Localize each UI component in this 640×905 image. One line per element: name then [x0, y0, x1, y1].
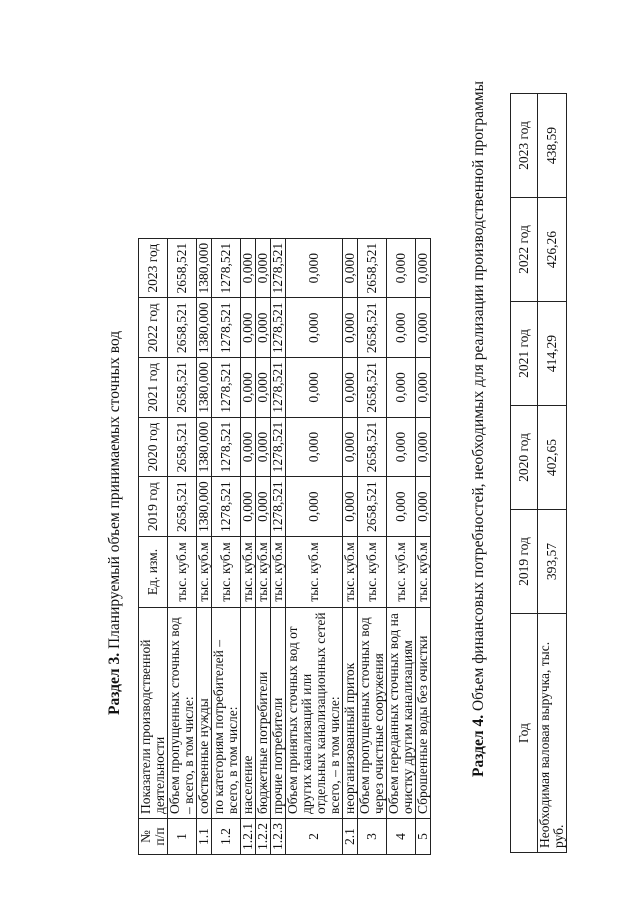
value-cell: 0,000 [256, 238, 271, 298]
value-cell: 2658,521 [358, 238, 387, 298]
table-row [168, 238, 197, 854]
value-cell: 2658,521 [358, 298, 387, 358]
header-cell: № п/п [139, 819, 168, 855]
table-row [256, 238, 271, 854]
value-cell: 1278,521 [212, 358, 241, 418]
row-label-cell: Необходимая валовая выручка, тыс. руб. [538, 614, 567, 853]
value-cell: 0,000 [241, 417, 256, 477]
section-3-title: Планируемый объем принимаемых сточных вод [106, 330, 123, 650]
value-cell: 0,000 [343, 238, 358, 298]
table-row [212, 238, 241, 854]
value-cell: 0,000 [286, 358, 343, 418]
section-3-heading [106, 331, 124, 715]
value-cell: 0,000 [241, 298, 256, 358]
value-cell: 0,000 [416, 477, 431, 537]
unit-cell: тыс. куб.м [197, 537, 212, 608]
header-cell: 2023 год [511, 94, 538, 198]
row-number-cell: 1 [168, 819, 197, 855]
header-cell: 2020 год [139, 417, 168, 477]
indicator-name-cell: бюджетные потребители [256, 608, 271, 819]
section-4-title: Объем финансовых потребностей, необходимых для реализации производственной программы [470, 80, 487, 712]
row-number-cell: 1.2 [212, 819, 241, 855]
table-row [538, 94, 567, 853]
value-cell: 0,000 [256, 477, 271, 537]
indicator-name-cell: прочие потребители [271, 608, 286, 819]
value-cell: 1278,521 [271, 358, 286, 418]
value-cell: 1278,521 [212, 298, 241, 358]
value-cell: 0,000 [286, 238, 343, 298]
value-cell: 414,29 [538, 302, 567, 406]
value-cell: 1380,000 [197, 417, 212, 477]
unit-cell: тыс. куб.м [271, 537, 286, 608]
value-cell: 2658,521 [168, 238, 197, 298]
value-cell: 2658,521 [358, 358, 387, 418]
value-cell: 438,59 [538, 94, 567, 198]
value-cell: 2658,521 [358, 417, 387, 477]
value-cell: 1278,521 [212, 477, 241, 537]
wastewater-volume-table [138, 238, 431, 855]
value-cell: 0,000 [416, 417, 431, 477]
value-cell: 426,26 [538, 198, 567, 302]
value-cell: 0,000 [241, 358, 256, 418]
unit-cell: тыс. куб.м [256, 537, 271, 608]
value-cell: 2658,521 [168, 477, 197, 537]
value-cell: 0,000 [387, 358, 416, 418]
value-cell: 0,000 [343, 417, 358, 477]
value-cell: 1278,521 [271, 477, 286, 537]
unit-cell: тыс. куб.м [286, 537, 343, 608]
table-row [271, 238, 286, 854]
table-row [416, 238, 431, 854]
table-row [286, 238, 343, 854]
indicator-name-cell: Объем принятых сточных вод от других канализаций или отдельных канализационных сетей всего, – в том числе: [286, 608, 343, 819]
header-cell: 2020 год [511, 406, 538, 510]
value-cell: 1278,521 [212, 417, 241, 477]
header-cell: 2022 год [139, 298, 168, 358]
financial-needs-table [510, 93, 567, 853]
value-cell: 2658,521 [168, 417, 197, 477]
unit-cell: тыс. куб.м [416, 537, 431, 608]
table-row [241, 238, 256, 854]
table-header-row [511, 94, 538, 853]
unit-cell: тыс. куб.м [168, 537, 197, 608]
value-cell: 1380,000 [197, 298, 212, 358]
value-cell: 1278,521 [271, 298, 286, 358]
table-row [358, 238, 387, 854]
indicator-name-cell: Объем переданных сточных вод на очистку другим канализациям [387, 608, 416, 819]
value-cell: 0,000 [416, 358, 431, 418]
row-number-cell: 1.2.1 [241, 819, 256, 855]
value-cell: 402,65 [538, 406, 567, 510]
value-cell: 0,000 [286, 477, 343, 537]
value-cell: 0,000 [286, 417, 343, 477]
section-4-label: Раздел 4. [470, 714, 487, 777]
indicator-name-cell: по категориям потребителей – всего, в том числе: [212, 608, 241, 819]
unit-cell: тыс. куб.м [212, 537, 241, 608]
table-row [387, 238, 416, 854]
value-cell: 0,000 [387, 477, 416, 537]
row-number-cell: 2.1 [343, 819, 358, 855]
table-body [168, 238, 431, 854]
value-cell: 0,000 [416, 298, 431, 358]
value-cell: 0,000 [343, 358, 358, 418]
value-cell: 0,000 [343, 477, 358, 537]
value-cell: 0,000 [256, 358, 271, 418]
row-number-cell: 3 [358, 819, 387, 855]
unit-cell: тыс. куб.м [241, 537, 256, 608]
section-4-heading [470, 81, 488, 777]
value-cell: 393,57 [538, 510, 567, 614]
value-cell: 0,000 [256, 417, 271, 477]
header-cell: 2023 год [139, 238, 168, 298]
value-cell: 1278,521 [271, 417, 286, 477]
table-header-row [139, 238, 168, 854]
row-number-cell: 1.2.3 [271, 819, 286, 855]
header-cell: Год [511, 614, 538, 853]
value-cell: 0,000 [416, 238, 431, 298]
value-cell: 0,000 [241, 477, 256, 537]
row-number-cell: 2 [286, 819, 343, 855]
row-number-cell: 1.1 [197, 819, 212, 855]
header-cell: 2022 год [511, 198, 538, 302]
value-cell: 1380,000 [197, 477, 212, 537]
value-cell: 1278,521 [212, 238, 241, 298]
value-cell: 1380,000 [197, 238, 212, 298]
indicator-name-cell: Объем пропущенных сточных вод через очистные сооружения [358, 608, 387, 819]
table-row [343, 238, 358, 854]
value-cell: 0,000 [256, 298, 271, 358]
row-number-cell: 1.2.2 [256, 819, 271, 855]
value-cell: 2658,521 [168, 298, 197, 358]
value-cell: 0,000 [387, 417, 416, 477]
header-cell: 2021 год [511, 302, 538, 406]
header-cell: 2021 год [139, 358, 168, 418]
table-row [197, 238, 212, 854]
value-cell: 1278,521 [271, 238, 286, 298]
row-number-cell: 5 [416, 819, 431, 855]
value-cell: 2658,521 [358, 477, 387, 537]
header-cell: Показатели производственной деятельности [139, 608, 168, 819]
header-cell: Ед. изм. [139, 537, 168, 608]
unit-cell: тыс. куб.м [358, 537, 387, 608]
value-cell: 1380,000 [197, 358, 212, 418]
value-cell: 0,000 [343, 298, 358, 358]
value-cell: 0,000 [241, 238, 256, 298]
header-cell: 2019 год [511, 510, 538, 614]
row-number-cell: 4 [387, 819, 416, 855]
value-cell: 0,000 [286, 298, 343, 358]
indicator-name-cell: неорганизованный приток [343, 608, 358, 819]
indicator-name-cell: Сброшенные воды без очистки [416, 608, 431, 819]
section-3-label: Раздел 3. [106, 652, 123, 715]
header-cell: 2019 год [139, 477, 168, 537]
indicator-name-cell: собственные нужды [197, 608, 212, 819]
value-cell: 0,000 [387, 298, 416, 358]
value-cell: 2658,521 [168, 358, 197, 418]
unit-cell: тыс. куб.м [387, 537, 416, 608]
value-cell: 0,000 [387, 238, 416, 298]
indicator-name-cell: население [241, 608, 256, 819]
unit-cell: тыс. куб.м [343, 537, 358, 608]
indicator-name-cell: Объем пропущенных сточных вод – всего, в том числе: [168, 608, 197, 819]
